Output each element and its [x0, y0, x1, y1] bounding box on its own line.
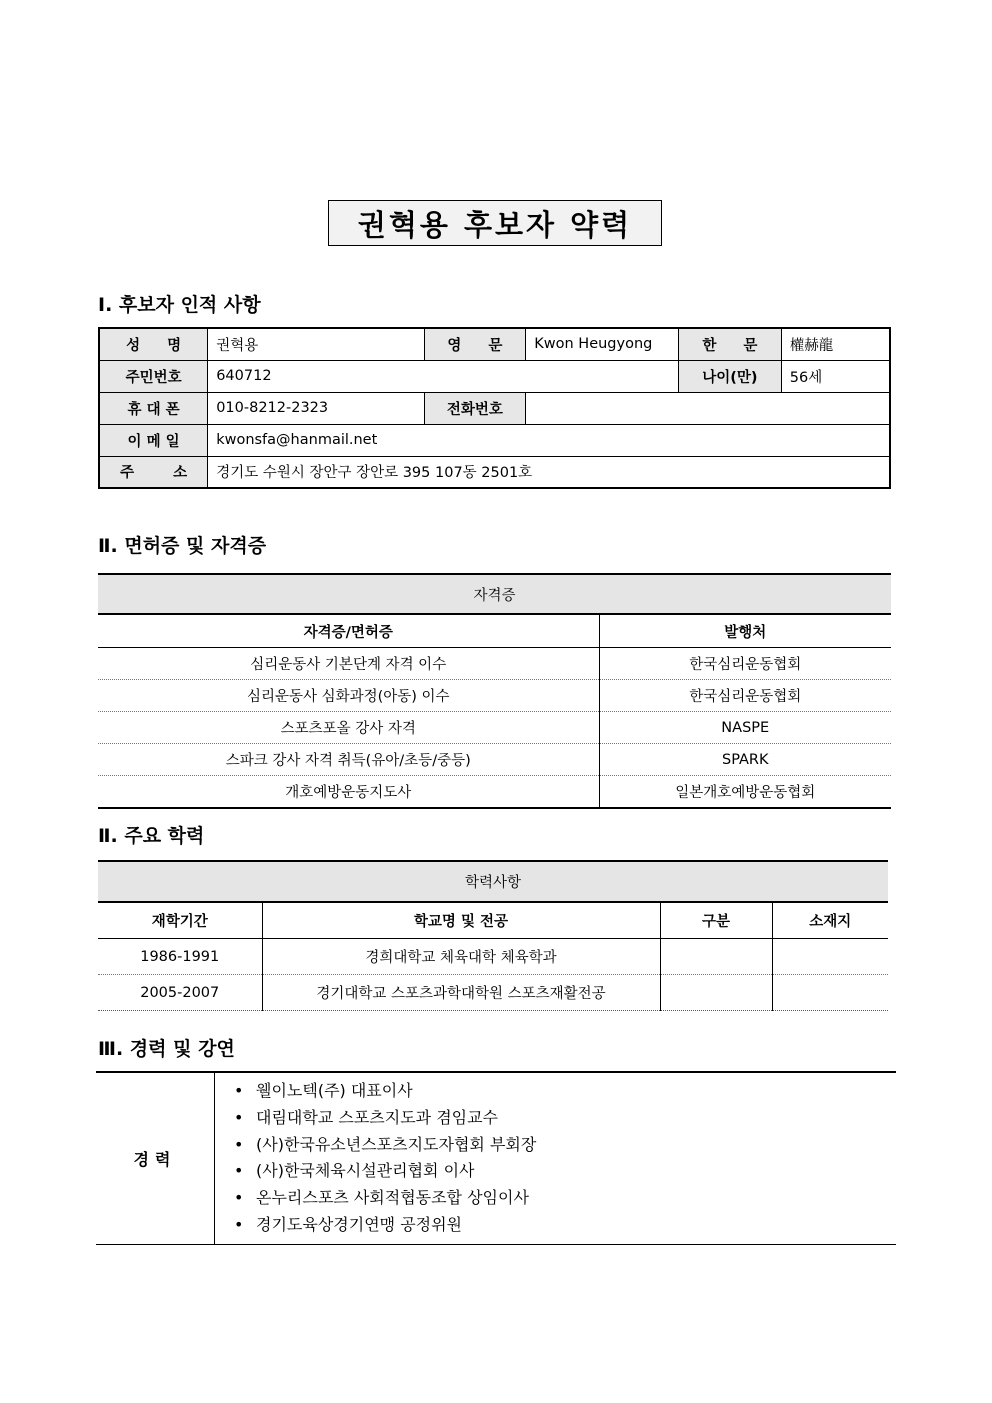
education-school: 경기대학교 스포츠과학대학원 스포츠재활전공 — [262, 975, 660, 1011]
email-value: kwonsfa@hanmail.net — [208, 424, 890, 456]
education-location — [772, 975, 888, 1011]
license-issuer: 한국심리운동협회 — [599, 648, 891, 680]
license-name: 개호예방운동지도사 — [98, 776, 599, 809]
personal-info-table — [98, 327, 891, 489]
list-item: • (사)한국체육시설관리협회 이사 — [234, 1158, 895, 1185]
age-value: 56세 — [781, 360, 890, 392]
license-issuer: NASPE — [599, 712, 891, 744]
license-name: 심리운동사 기본단계 자격 이수 — [98, 648, 599, 680]
education-school: 경희대학교 체육대학 체육학과 — [262, 939, 660, 975]
table-row — [98, 975, 888, 1011]
license-name: 심리운동사 심화과정(아동) 이수 — [98, 680, 599, 712]
table-row — [98, 744, 891, 776]
education-period: 1986-1991 — [98, 939, 262, 975]
education-col-school: 학교명 및 전공 — [262, 902, 660, 939]
list-item: • 경기도육상경기연맹 공정위원 — [234, 1212, 895, 1239]
education-col-period: 재학기간 — [98, 902, 262, 939]
education-location — [772, 939, 888, 975]
education-type — [660, 939, 772, 975]
list-item: • (사)한국유소년스포츠지도자협회 부회장 — [234, 1132, 895, 1159]
license-table — [98, 573, 891, 809]
education-table — [98, 860, 888, 1011]
list-item: • 대림대학교 스포츠지도과 겸임교수 — [234, 1105, 895, 1132]
hanja-value: 權赫龍 — [781, 328, 890, 360]
table-row — [98, 680, 891, 712]
license-col-name: 자격증/면허증 — [98, 614, 599, 648]
list-item: • 온누리스포츠 사회적협동조합 상임이사 — [234, 1185, 895, 1212]
name-label: 성 명 — [99, 328, 208, 360]
document-title: 권혁용 후보자 약력 — [357, 207, 633, 242]
document-title-box — [328, 200, 662, 246]
career-list — [216, 1074, 895, 1243]
address-label: 주 소 — [99, 456, 208, 488]
english-label: 영 문 — [424, 328, 526, 360]
english-value: Kwon Heugyong — [526, 328, 679, 360]
phone-label: 전화번호 — [424, 392, 526, 424]
career-label: 경력 — [96, 1072, 215, 1244]
table-row — [98, 712, 891, 744]
id-value: 640712 — [208, 360, 679, 392]
education-col-type: 구분 — [660, 902, 772, 939]
education-type — [660, 975, 772, 1011]
license-issuer: SPARK — [599, 744, 891, 776]
education-period: 2005-2007 — [98, 975, 262, 1011]
license-issuer: 한국심리운동협회 — [599, 680, 891, 712]
list-item: • 웰이노텍(주) 대표이사 — [234, 1078, 895, 1105]
license-name: 스파크 강사 자격 취득(유아/초등/중등) — [98, 744, 599, 776]
license-table-header: 자격증 — [98, 574, 891, 614]
section-heading-personal: Ⅰ. 후보자 인적 사항 — [98, 294, 261, 316]
section-heading-education: Ⅱ. 주요 학력 — [98, 825, 205, 847]
id-label: 주민번호 — [99, 360, 208, 392]
hanja-label: 한 문 — [679, 328, 782, 360]
education-col-location: 소재지 — [772, 902, 888, 939]
section-heading-career: Ⅲ. 경력 및 강연 — [98, 1038, 235, 1060]
section-heading-licenses: Ⅱ. 면허증 및 자격증 — [98, 535, 267, 557]
age-label: 나이(만) — [679, 360, 782, 392]
education-table-header: 학력사항 — [98, 861, 888, 902]
phone-value — [526, 392, 890, 424]
license-name: 스포츠포올 강사 자격 — [98, 712, 599, 744]
career-table — [96, 1071, 896, 1245]
name-value: 권혁용 — [208, 328, 424, 360]
table-row — [98, 648, 891, 680]
mobile-label: 휴 대 폰 — [99, 392, 208, 424]
table-row — [98, 939, 888, 975]
address-value: 경기도 수원시 장안구 장안로 395 107동 2501호 — [208, 456, 890, 488]
license-col-issuer: 발행처 — [599, 614, 891, 648]
license-issuer: 일본개호예방운동협회 — [599, 776, 891, 809]
table-row — [98, 776, 891, 809]
email-label: 이 메 일 — [99, 424, 208, 456]
mobile-value: 010-8212-2323 — [208, 392, 424, 424]
